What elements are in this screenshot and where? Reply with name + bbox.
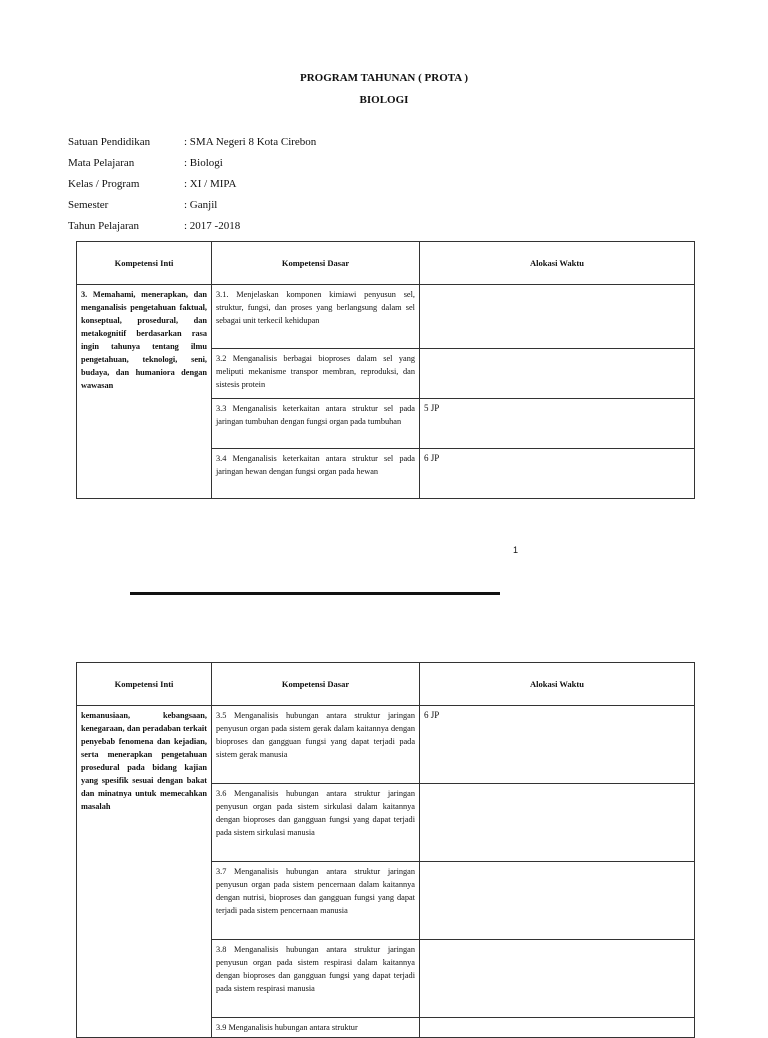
kompetensi-dasar-cell: 3.5 Menganalisis hubungan antara struktur jaringan penyusun organ pada sistem gerak dalam kaitannya dengan bioproses dan gangguan fungsi yang dapat terjadi pada sistem gerak manusia bbox=[212, 706, 420, 784]
header-kompetensi-dasar: Kompetensi Dasar bbox=[212, 242, 420, 285]
prota-table-2 bbox=[76, 662, 695, 1038]
alokasi-waktu-cell bbox=[420, 1018, 695, 1038]
document-subtitle: BIOLOGI bbox=[359, 94, 409, 106]
info-value: : 2017 -2018 bbox=[184, 220, 241, 232]
header-kompetensi-inti: Kompetensi Inti bbox=[77, 663, 212, 706]
kompetensi-dasar-cell: 3.9 Menganalisis hubungan antara struktur bbox=[212, 1018, 420, 1038]
kompetensi-inti-cell: 3. Memahami, menerapkan, dan menganalisis pengetahuan faktual, konseptual, prosedural, dan metakognitif berdasarkan rasa ingin tahunya tentang ilmu pengetahuan, teknologi, seni, budaya, dan humaniora dengan wawasan bbox=[77, 285, 212, 499]
kompetensi-dasar-cell: 3.1. Menjelaskan komponen kimiawi penyusun sel, struktur, fungsi, dan proses yang berlangsung dalam sel sebagai unit terkecil kehidupan bbox=[212, 285, 420, 349]
info-value: : Ganjil bbox=[184, 199, 218, 211]
alokasi-waktu-cell bbox=[420, 862, 695, 940]
alokasi-waktu-cell bbox=[420, 940, 695, 1018]
alokasi-waktu-cell bbox=[420, 784, 695, 862]
info-label: Satuan Pendidikan bbox=[68, 136, 151, 148]
info-value: : XI / MIPA bbox=[184, 178, 237, 190]
table-header-row bbox=[77, 663, 695, 706]
kompetensi-dasar-cell: 3.2 Menganalisis berbagai bioproses dalam sel yang meliputi mekanisme transpor membran, reproduksi, dan sistesis protein bbox=[212, 349, 420, 399]
info-label: Tahun Pelajaran bbox=[68, 220, 140, 232]
document-title: PROGRAM TAHUNAN ( PROTA ) bbox=[299, 72, 469, 84]
info-label: Mata Pelajaran bbox=[68, 157, 135, 169]
header-alokasi-waktu: Alokasi Waktu bbox=[420, 242, 695, 285]
alokasi-waktu-cell bbox=[420, 349, 695, 399]
header-alokasi-waktu: Alokasi Waktu bbox=[420, 663, 695, 706]
alokasi-waktu-cell: 5 JP bbox=[420, 399, 695, 449]
info-value: : SMA Negeri 8 Kota Cirebon bbox=[184, 136, 317, 148]
page-number: 1 bbox=[513, 545, 519, 555]
info-label: Semester bbox=[68, 199, 109, 211]
info-value: : Biologi bbox=[184, 157, 223, 169]
kompetensi-dasar-cell: 3.8 Menganalisis hubungan antara struktur jaringan penyusun organ pada sistem respirasi dalam kaitannya dengan bioproses dan gangguan fungsi yang dapat terjadi pada sistem respirasi manusia bbox=[212, 940, 420, 1018]
kompetensi-dasar-cell: 3.3 Menganalisis keterkaitan antara struktur sel pada jaringan tumbuhan dengan fungsi organ pada tumbuhan bbox=[212, 399, 420, 449]
table-header-row bbox=[77, 242, 695, 285]
prota-table-1 bbox=[76, 241, 695, 499]
page-divider bbox=[130, 592, 500, 595]
kompetensi-dasar-cell: 3.4 Menganalisis keterkaitan antara struktur sel pada jaringan hewan dengan fungsi organ pada hewan bbox=[212, 449, 420, 499]
kompetensi-dasar-cell: 3.7 Menganalisis hubungan antara struktur jaringan penyusun organ pada sistem pencernaan dalam kaitannya dengan nutrisi, bioproses dan gangguan fungsi yang dapat terjadi pada sistem pencernaan manusia bbox=[212, 862, 420, 940]
kompetensi-inti-cell: kemanusiaan, kebangsaan, kenegaraan, dan peradaban terkait penyebab fenomena dan kejadian, serta menerapkan pengetahuan prosedural pada bidang kajian yang spesifik sesuai dengan bakat dan minatnya untuk memecahkan masalah bbox=[77, 706, 212, 1038]
table-row bbox=[77, 285, 695, 349]
table-row bbox=[77, 706, 695, 784]
alokasi-waktu-cell: 6 JP bbox=[420, 449, 695, 499]
alokasi-waktu-cell: 6 JP bbox=[420, 706, 695, 784]
alokasi-waktu-cell bbox=[420, 285, 695, 349]
info-label: Kelas / Program bbox=[68, 178, 140, 190]
header-kompetensi-dasar: Kompetensi Dasar bbox=[212, 663, 420, 706]
header-kompetensi-inti: Kompetensi Inti bbox=[77, 242, 212, 285]
kompetensi-dasar-cell: 3.6 Menganalisis hubungan antara struktur jaringan penyusun organ pada sistem sirkulasi dalam kaitannya dengan bioproses dan gangguan fungsi yang dapat terjadi pada sistem sirkulasi manusia bbox=[212, 784, 420, 862]
